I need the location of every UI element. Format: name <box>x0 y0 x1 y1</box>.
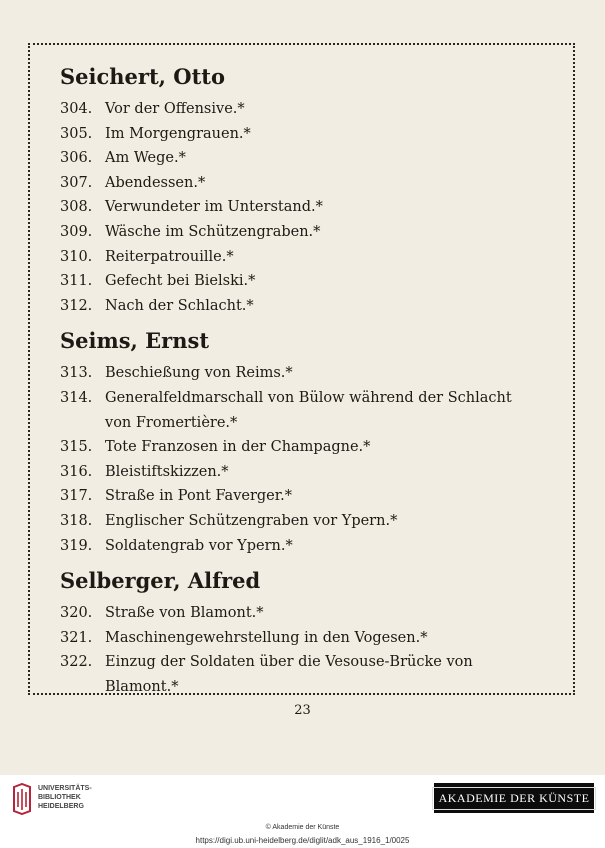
entry-number: 316. <box>60 463 93 480</box>
entry-title: Wäsche im Schützengraben.* <box>105 223 321 240</box>
catalog-entry <box>60 220 520 245</box>
library-line: HEIDELBERG <box>38 803 84 810</box>
entry-number: 318. <box>60 512 93 529</box>
entry-number: 311. <box>60 273 93 290</box>
catalog-entry <box>60 97 520 122</box>
entry-number: 305. <box>60 125 93 142</box>
entry-number: 304. <box>60 101 93 117</box>
catalog-entry <box>60 509 520 534</box>
entry-title: Generalfeldmarschall von Bülow während der Schlacht von Fromertière.* <box>105 389 512 431</box>
library-line: UNIVERSITÄTS- <box>38 785 92 792</box>
entry-title: Tote Franzosen in der Champagne.* <box>105 439 371 456</box>
library-line: BIBLIOTHEK <box>38 794 81 801</box>
library-logo-icon <box>8 783 34 815</box>
entry-title: Straße von Blamont.* <box>105 605 264 622</box>
author-heading: Seims, Ernst <box>60 328 210 354</box>
catalog-entry <box>60 245 520 270</box>
entry-number: 319. <box>60 537 93 554</box>
entry-title: Maschinengewehrstellung in den Vogesen.* <box>105 629 428 646</box>
catalog-entry <box>60 534 520 559</box>
entry-title: Verwundeter im Unterstand.* <box>105 199 323 216</box>
catalog-entry <box>60 195 520 220</box>
entry-number: 313. <box>60 365 93 382</box>
author-group <box>60 326 520 558</box>
catalog-entry <box>60 484 520 509</box>
catalog-entry <box>60 294 520 319</box>
author-group <box>60 62 520 318</box>
entry-title: Bleistiftskizzen.* <box>105 463 229 480</box>
catalog-entry <box>60 650 520 699</box>
entry-number: 321. <box>60 629 93 646</box>
author-heading: Selberger, Alfred <box>60 568 261 594</box>
catalog-list <box>60 62 520 699</box>
entry-number: 312. <box>60 297 93 314</box>
catalog-entry <box>60 435 520 460</box>
entry-number: 308. <box>60 199 93 216</box>
entry-title: Nach der Schlacht.* <box>105 297 254 314</box>
library-name <box>38 784 92 811</box>
catalog-entry <box>60 361 520 386</box>
entry-title: Im Morgengrauen.* <box>105 125 251 142</box>
academy-name: AKADEMIE DER KÜNSTE <box>432 787 597 810</box>
catalog-entry <box>60 122 520 147</box>
viewer-footer <box>0 775 605 848</box>
catalog-entry <box>60 626 520 651</box>
entry-number: 320. <box>60 605 93 622</box>
entry-title: Gefecht bei Bielski.* <box>105 273 256 290</box>
entry-title: Einzug der Soldaten über die Vesouse-Brücke von Blamont.* <box>105 654 473 695</box>
page-number: 23 <box>294 703 311 718</box>
entry-number: 309. <box>60 223 93 240</box>
entry-title: Abendessen.* <box>105 174 206 191</box>
catalog-entry <box>60 460 520 485</box>
entry-number: 314. <box>60 389 93 406</box>
entry-number: 307. <box>60 174 93 191</box>
catalog-entry <box>60 269 520 294</box>
catalog-entry <box>60 146 520 171</box>
author-heading: Seichert, Otto <box>60 64 226 89</box>
catalog-entry <box>60 601 520 626</box>
permalink[interactable]: https://digi.ub.uni-heidelberg.de/diglit/adk_aus_1916_1/0025 <box>195 836 410 845</box>
entry-number: 310. <box>60 248 93 265</box>
entry-title: Soldatengrab vor Ypern.* <box>105 537 293 554</box>
academy-logo[interactable] <box>434 783 594 813</box>
university-library-logo[interactable] <box>8 781 118 817</box>
entry-title: Englischer Schützengraben vor Ypern.* <box>105 512 398 529</box>
entry-number: 317. <box>60 488 93 505</box>
author-group <box>60 566 520 699</box>
entry-title: Vor der Offensive.* <box>105 101 245 117</box>
entry-number: 322. <box>60 654 93 671</box>
copyright-notice: © Akademie der Künste <box>265 824 340 831</box>
entry-number: 315. <box>60 439 93 456</box>
catalog-entry <box>60 386 520 435</box>
entry-title: Reiterpatrouille.* <box>105 248 234 265</box>
entry-number: 306. <box>60 150 93 167</box>
entry-title: Am Wege.* <box>105 150 186 167</box>
entry-title: Straße in Pont Faverger.* <box>105 488 292 505</box>
entry-title: Beschießung von Reims.* <box>105 365 293 382</box>
catalog-entry <box>60 171 520 196</box>
